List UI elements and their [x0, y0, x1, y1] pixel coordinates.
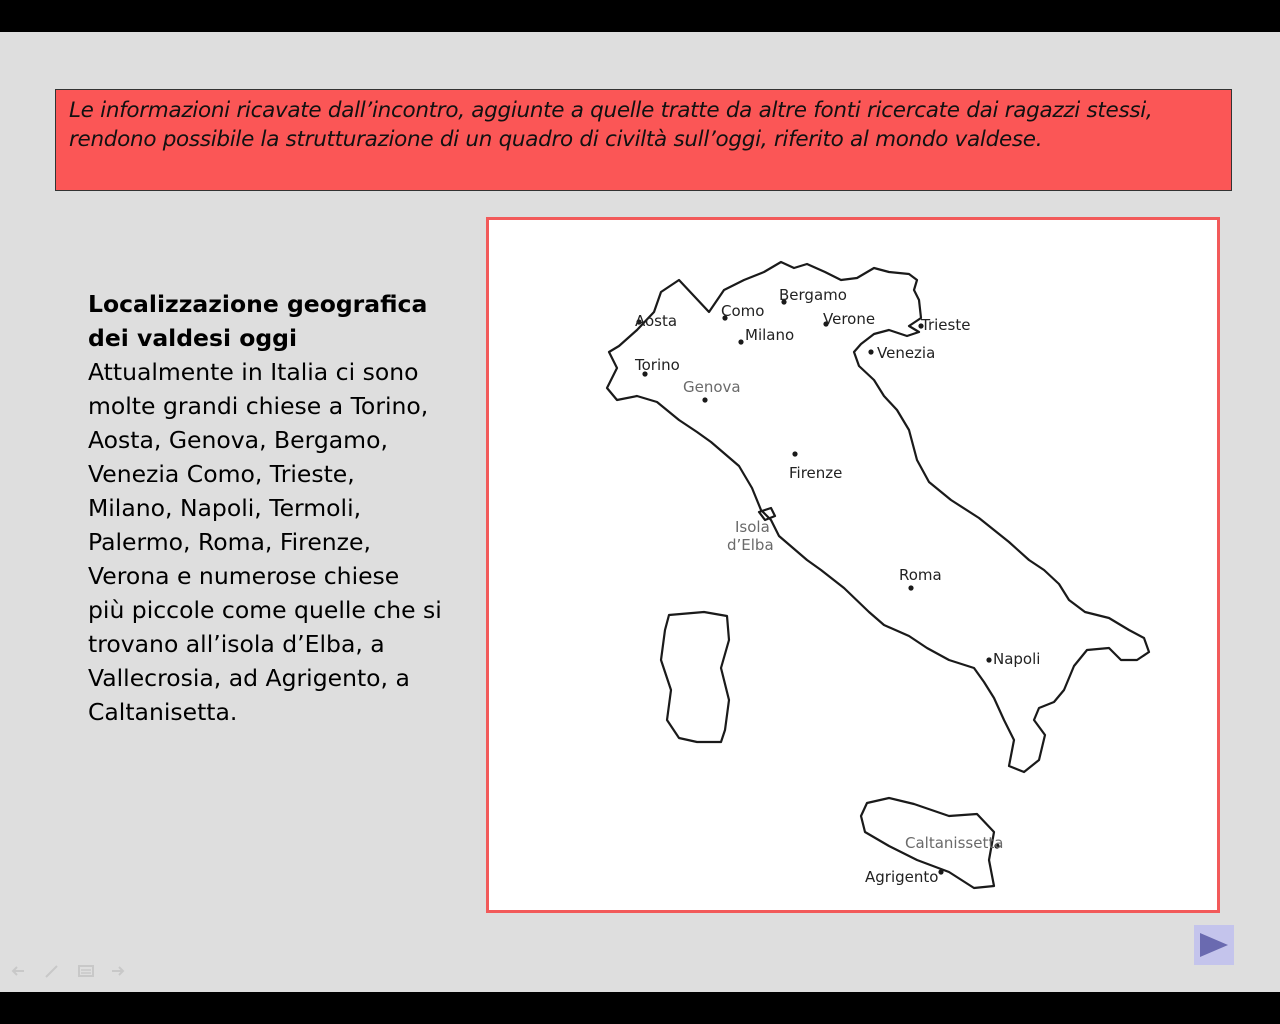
back-arrow-icon — [8, 961, 28, 981]
slide-menu-button[interactable] — [76, 961, 96, 981]
venezia-label: Venezia — [877, 344, 936, 362]
agrigento-dot — [938, 869, 943, 874]
roma-dot — [908, 585, 913, 590]
caltanissetta-label: Caltanissetta — [905, 834, 1004, 852]
como-label: Como — [721, 302, 765, 320]
genova-dot — [702, 397, 707, 402]
delba-label: d’Elba — [727, 536, 774, 554]
intro-banner-text: Le informazioni ricavate dall’incontro, aggiunte a quelle tratte da altre fonti ricercate dai ragazzi stessi, rendono possibile la strutturazione di un quadro di civiltà sull’oggi, riferito al mondo valdese. — [69, 98, 1153, 152]
pen-tool-button[interactable] — [42, 961, 62, 981]
top-letterbox-bar — [0, 0, 1280, 32]
menu-icon — [76, 961, 96, 981]
firenze-label: Firenze — [789, 464, 843, 482]
section-heading: Localizzazione geografica dei valdesi oggi — [88, 290, 428, 352]
sardinia-outline — [661, 612, 729, 742]
milano-label: Milano — [745, 326, 795, 344]
trieste-label: Trieste — [921, 316, 971, 334]
napoli-label: Napoli — [993, 650, 1041, 668]
venezia-dot — [868, 349, 873, 354]
bottom-letterbox-bar — [0, 992, 1280, 1024]
isola-label: Isola — [735, 518, 770, 536]
verone-label: Verone — [823, 310, 876, 328]
section-body-text: Attualmente in Italia ci sono molte grandi chiese a Torino, Aosta, Genova, Bergamo, Venezia Como, Trieste, Milano, Napoli, Termoli, Palermo, Roma, Firenze, Verona e numerose chiese più piccole come quelle che si trovano all’isola d’Elba, a Vallecrosia, ad Agrigento, a Caltanisetta. — [88, 358, 442, 726]
mainland-outline — [607, 262, 1149, 772]
presentation-slide — [0, 32, 1280, 992]
play-arrow-icon — [1194, 925, 1234, 965]
forward-arrow-icon — [108, 961, 128, 981]
firenze-dot — [792, 451, 797, 456]
roma-label: Roma — [899, 566, 942, 584]
intro-banner — [55, 89, 1232, 191]
bergamo-label: Bergamo — [779, 286, 847, 304]
genova-label: Genova — [683, 378, 741, 396]
back-arrow-button[interactable] — [8, 961, 28, 981]
napoli-dot — [986, 657, 991, 662]
description-column — [88, 287, 443, 729]
aosta-label: Aosta — [635, 312, 678, 330]
italy-map-drawing — [489, 220, 1217, 910]
agrigento-label: Agrigento — [865, 868, 939, 886]
forward-arrow-button[interactable] — [108, 961, 128, 981]
pen-icon — [42, 961, 62, 981]
milano-dot — [738, 339, 743, 344]
next-slide-button[interactable] — [1194, 925, 1234, 965]
italy-map-frame — [486, 217, 1220, 913]
torino-label: Torino — [635, 356, 680, 374]
